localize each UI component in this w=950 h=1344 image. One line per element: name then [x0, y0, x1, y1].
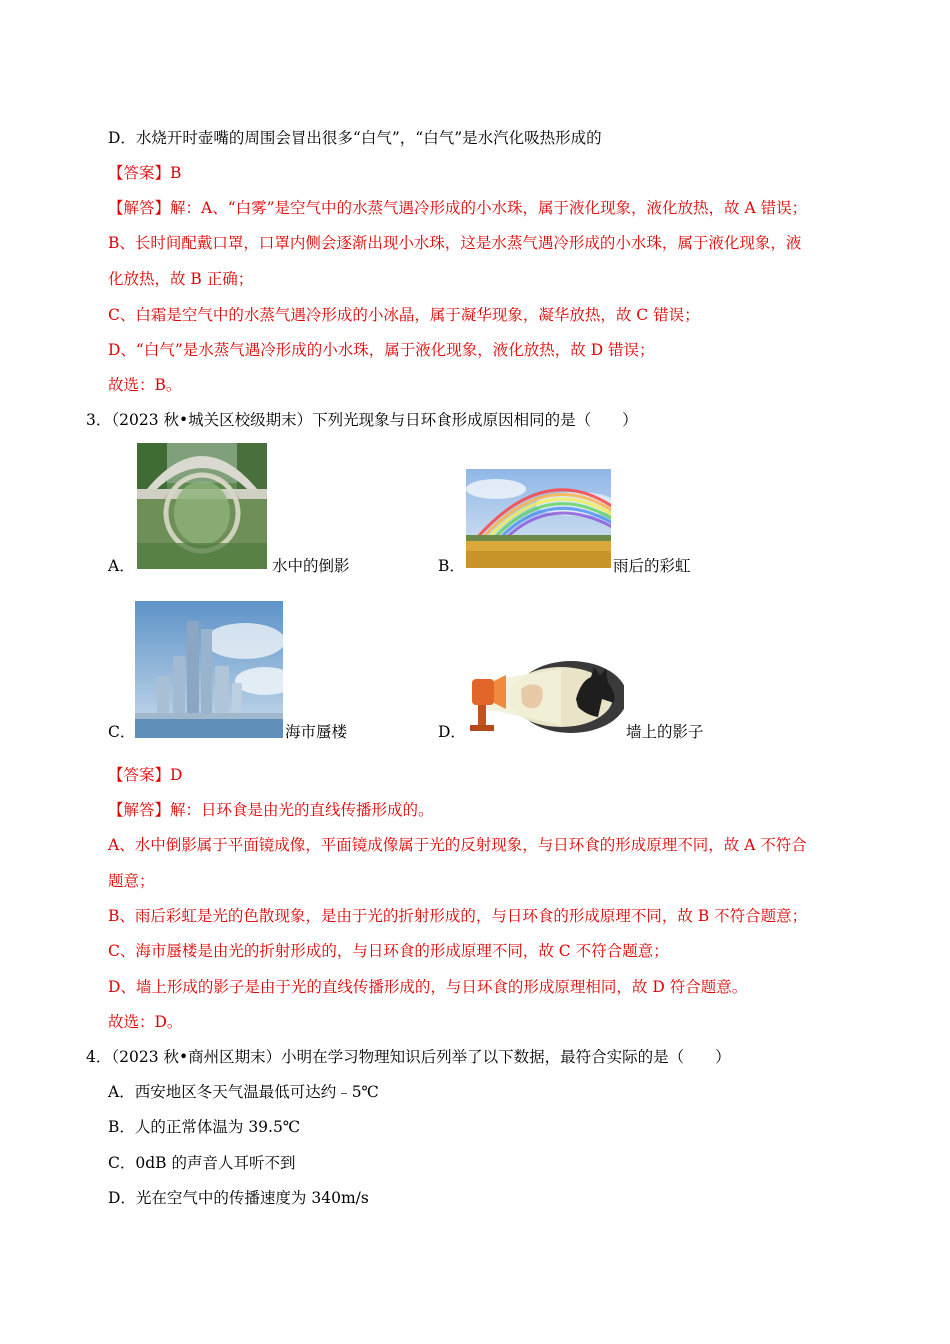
q3-option-a-letter: A．: [108, 557, 135, 575]
q3-analysis-line-7: 故选：D。: [108, 1013, 183, 1031]
q4-option-b: B．人的正常体温为 39.5℃: [108, 1118, 301, 1136]
q3-option-a-text: 水中的倒影: [272, 557, 350, 575]
q3-option-c-letter: C．: [108, 723, 136, 741]
q4-option-c: C．0dB 的声音人耳听不到: [108, 1154, 296, 1172]
q2-option-d: D．水烧开时壶嘴的周围会冒出很多“白气”，“白气”是水汽化吸热形成的: [108, 129, 602, 147]
q3-analysis-line-3: 题意；: [108, 872, 155, 890]
q3-answer: 【答案】D: [108, 766, 183, 784]
q3-analysis-line-5: C、海市蜃楼是由光的折射形成的，与日环食的形成原理不同，故 C 不符合题意；: [108, 942, 669, 960]
q2-answer: 【答案】B: [108, 164, 182, 182]
q2-analysis-line-4: C、白霜是空气中的水蒸气遇冷形成的小冰晶，属于凝华现象，凝华放热，故 C 错误；: [108, 306, 700, 324]
q3-stem: 3．（2023 秋•城关区校级期末）下列光现象与日环食形成原因相同的是（ ）: [86, 411, 638, 429]
q2-analysis-line-2: B、长时间配戴口罩，口罩内侧会逐渐出现小水珠，这是水蒸气遇冷形成的小水珠，属于液化现象，液: [108, 234, 802, 252]
rainbow-image: [466, 469, 611, 568]
q3-option-d-letter: D．: [438, 723, 466, 741]
q3-option-b-text: 雨后的彩虹: [613, 557, 691, 575]
hand-shadow-image: [466, 659, 624, 738]
mirage-city-image: [135, 601, 283, 738]
q3-option-d-text: 墙上的影子: [626, 723, 704, 741]
q3-analysis-line-1: 【解答】解：日环食是由光的直线传播形成的。: [108, 801, 434, 819]
q4-option-a: A．西安地区冬天气温最低可达约﹣5℃: [108, 1083, 379, 1101]
q2-analysis-line-5: D、“白气”是水蒸气遇冷形成的小水珠，属于液化现象，液化放热，故 D 错误；: [108, 341, 655, 359]
q2-analysis-line-6: 故选：B。: [108, 376, 182, 394]
arch-bridge-reflection-image: [137, 443, 267, 569]
q4-option-d: D．光在空气中的传播速度为 340m/s: [108, 1189, 369, 1207]
q3-option-b-letter: B．: [438, 557, 465, 575]
q2-analysis-line-1: 【解答】解：A、“白雾”是空气中的水蒸气遇冷形成的小水珠，属于液化现象，液化放热，故 A 错误；: [108, 199, 808, 217]
q3-analysis-line-4: B、雨后彩虹是光的色散现象，是由于光的折射形成的，与日环食的形成原理不同，故 B 不符合题意；: [108, 907, 808, 925]
q2-analysis-line-3: 化放热，故 B 正确；: [108, 270, 254, 288]
q3-analysis-line-2: A、水中倒影属于平面镜成像，平面镜成像属于光的反射现象，与日环食的形成原理不同，故 A 不符合: [108, 836, 807, 854]
q3-analysis-line-6: D、墙上形成的影子是由于光的直线传播形成的，与日环食的形成原理相同，故 D 符合题意。: [108, 978, 748, 996]
q3-option-c-text: 海市蜃楼: [285, 723, 348, 741]
q4-stem: 4．（2023 秋•商州区期末）小明在学习物理知识后列举了以下数据，最符合实际的是（ ）: [86, 1048, 731, 1066]
